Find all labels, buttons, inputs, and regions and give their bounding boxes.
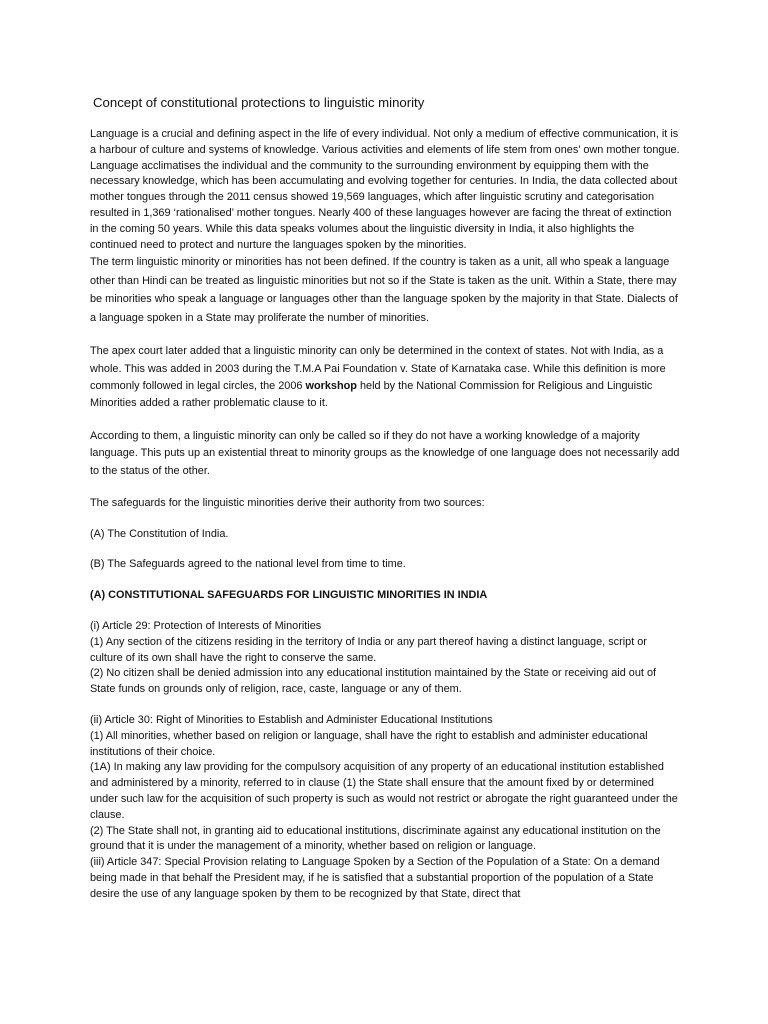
definition-paragraph: The term linguistic minority or minorities has not been defined. If the country is taken as a unit, all who speak a language other than Hindi can be treated as linguistic minorities but not so if the State is taken as the unit. Within a State, there may be minorities who speak a language or languages other than the language spoken by the majority in that State. Dialects of a language spoken in a State may proliferate the number of minorities. xyxy=(90,256,678,324)
section-heading: (A) CONSTITUTIONAL SAFEGUARDS FOR LINGUISTIC MINORITIES IN INDIA xyxy=(90,589,488,602)
article-30-clause-1a: (1A) In making any law providing for the compulsory acquisition of any property of an educational institution established and administered by a minority, referred to in clause (1) the State shall ensure that the amount fixed by or determined under such law for the acquisition of such property is such as would not restrict or abrogate the right guaranteed under the clause. xyxy=(90,761,678,821)
article-30-clause-1: (1) All minorities, whether based on religion or language, shall have the right to establish and administer educational institutions of their choice. xyxy=(90,729,648,758)
article-29-heading: (i) Article 29: Protection of Interests of Minorities xyxy=(90,619,322,632)
article-29-clause-2: (2) No citizen shall be denied admission into any educational institution maintained by the State or receiving aid out of State funds on grounds only of religion, race, caste, language or any of them. xyxy=(90,667,657,696)
intro-paragraph: Language is a crucial and defining aspect in the life of every individual. Not only a medium of effective communication, it is a harbour of culture and systems of knowledge. Various activities and elements of life stem from ones’ own mother tongue. Language acclimatises the individual and the community to the surrounding environment by equipping them with the necessary knowledge, which has been accumulating and evolving together for centuries. In India, the data collected about mother tongues through the 2011 census showed 19,569 languages, which after linguistic scrutiny and categorisation resulted in 1,369 ‘rationalised’ mother tongues. Nearly 400 of these languages however are facing the threat of extinction in the coming 50 years. While this data speaks volumes about the linguistic diversity in India, it also highlights the continued need to protect and nurture the languages spoken by the minorities. xyxy=(90,128,680,251)
according-paragraph: According to them, a linguistic minority can only be called so if they do not have a working knowledge of a majority language. This puts up an existential threat to minority groups as the knowledge of one language does not necessarily add to the status of the other. xyxy=(90,430,680,477)
article-347-paragraph: (iii) Article 347: Special Provision relating to Language Spoken by a Section of the Population of a State: On a demand being made in that behalf the President may, if he is satisfied that a substantial proportion of the population of a State desire the use of any language spoken by them to be recognized by that State, direct that xyxy=(90,856,660,900)
safeguards-intro: The safeguards for the linguistic minorities derive their authority from two sources: xyxy=(90,496,485,509)
article-30-clause-2: (2) The State shall not, in granting aid to educational institutions, discriminate against any educational institution on the ground that it is under the management of a minority, whether based on religion or language. xyxy=(90,824,661,853)
source-b: (B) The Safeguards agreed to the national level from time to time. xyxy=(90,558,406,571)
document-title: Concept of constitutional protections to linguistic minority xyxy=(93,95,425,110)
document-body xyxy=(90,127,680,903)
source-a: (A) The Constitution of India. xyxy=(90,527,229,540)
article-30-heading: (ii) Article 30: Right of Minorities to Establish and Administer Educational Institutions xyxy=(90,713,493,726)
workshop-emphasis: workshop xyxy=(305,379,357,392)
apex-court-text-start: The apex court later added that a linguistic minority can only be determined in the context of states. Not with India, as a whole. This was added in 2003 during the T.M.A Pai Foundation v. State of Karnataka case. While this definition is more commonly followed in legal circles, the 2006 xyxy=(90,345,666,392)
apex-court-text-end: held by the National Commission for Religious and Linguistic Minorities added a rather problematic clause to it. xyxy=(90,379,653,409)
article-29-clause-1: (1) Any section of the citizens residing in the territory of India or any part thereof having a distinct language, script or culture of its own shall have the right to conserve the same. xyxy=(90,635,647,664)
apex-court-paragraph xyxy=(90,343,680,412)
